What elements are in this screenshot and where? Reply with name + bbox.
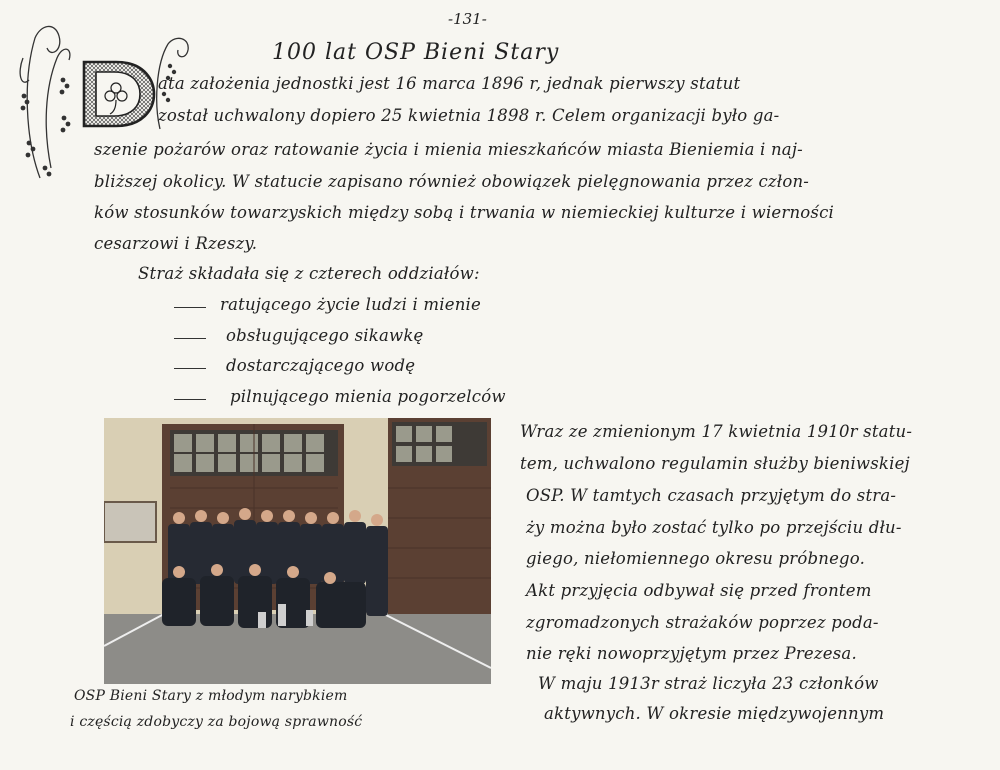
paragraph-line: ata założenia jednostki jest 16 marca 1896 r, jednak pierwszy statut <box>158 74 741 93</box>
paragraph-line: ków stosunków towarzyskich między sobą i trwania w niemieckiej kulturze i wierności <box>94 203 835 222</box>
paragraph-line: nie ręki nowoprzyjętym przez Prezesa. <box>526 644 857 663</box>
list-dash <box>174 399 206 400</box>
paragraph-line: został uchwalony dopiero 25 kwietnia 1898 r. Celem organizacji było ga- <box>158 106 780 125</box>
paragraph-line: tem, uchwalono regulamin służby bieniwskiej <box>520 454 910 473</box>
list-dash <box>174 307 206 308</box>
page-number: -131- <box>448 10 487 28</box>
list-item: ratującego życie ludzi i mienie <box>220 295 481 314</box>
photo-caption-line: i częścią zdobyczy za bojową sprawność <box>70 714 363 730</box>
group-photo-illustration <box>104 418 491 684</box>
paragraph-line: ży można było zostać tylko po przejściu dłu- <box>526 518 902 537</box>
paragraph-line: bliższej okolicy. W statucie zapisano również obowiązek pielęgnowania przez człon- <box>94 172 810 191</box>
paragraph-line: W maju 1913r straż liczyła 23 członków <box>538 674 879 693</box>
list-item: dostarczającego wodę <box>226 356 416 375</box>
paragraph-line: OSP. W tamtych czasach przyjętym do stra- <box>526 486 897 505</box>
list-dash <box>174 368 206 369</box>
paragraph-line: szenie pożarów oraz ratowanie życia i mienia mieszkańców miasta Bieniemia i naj- <box>94 140 803 159</box>
group-photo <box>104 418 491 684</box>
paragraph-line: cesarzowi i Rzeszy. <box>94 234 258 253</box>
drop-cap-letter-d-icon <box>80 58 156 130</box>
list-item: obsługującego sikawkę <box>226 326 424 345</box>
paragraph-line: Akt przyjęcia odbywał się przed frontem <box>526 581 872 600</box>
photo-caption-line: OSP Bieni Stary z młodym narybkiem <box>74 688 348 704</box>
list-dash <box>174 338 206 339</box>
list-item: pilnującego mienia pogorzelców <box>230 387 506 406</box>
paragraph-line: zgromadzonych strażaków poprzez poda- <box>526 613 879 632</box>
paragraph-line: Straż składała się z czterech oddziałów: <box>138 264 480 283</box>
paragraph-line: giego, niełomiennego okresu próbnego. <box>526 549 866 568</box>
paragraph-line: aktywnych. W okresie międzywojennym <box>544 704 885 723</box>
page-title: 100 lat OSP Bieni Stary <box>272 40 560 65</box>
paragraph-line: Wraz ze zmienionym 17 kwietnia 1910r statu- <box>520 422 913 441</box>
flourish-ornament-left-icon <box>15 18 75 183</box>
